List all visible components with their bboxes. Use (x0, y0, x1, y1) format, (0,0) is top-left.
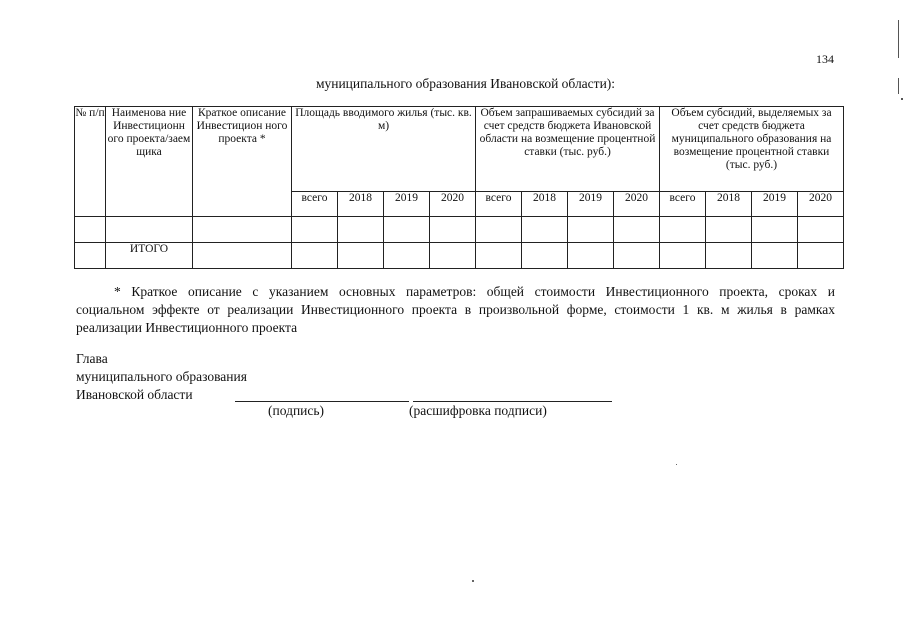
footnote-first-line: * Краткое описание с указанием основных параметров: общей стоимости Инвестиционного проекта, сроках и (114, 284, 835, 299)
table-cell (430, 243, 476, 269)
signature-title-line: муниципального образования (76, 369, 247, 384)
total-label: ИТОГО (106, 243, 193, 269)
table-cell (193, 243, 292, 269)
table-cell (384, 217, 430, 243)
table-cell (660, 243, 706, 269)
header-requested-subsidies: Объем запрашиваемых субсидий за счет средств бюджета Ивановской области на возмещение процентной ставки (тыс. руб.) (476, 107, 660, 192)
table-cell (522, 243, 568, 269)
signature-caption: (подпись) (268, 403, 325, 418)
table-cell (660, 217, 706, 243)
table-cell (292, 243, 338, 269)
table-cell (752, 217, 798, 243)
table-cell (292, 217, 338, 243)
subheader-total: всего (476, 192, 522, 217)
subheader-year: 2020 (798, 192, 844, 217)
signature-title-line: Глава (76, 351, 108, 366)
signature-decoding-line (413, 401, 612, 402)
table-cell (106, 217, 193, 243)
table-cell (430, 217, 476, 243)
subheader-year: 2020 (614, 192, 660, 217)
scan-speck (472, 580, 474, 582)
table-cell (798, 243, 844, 269)
scan-edge-mark (898, 78, 899, 94)
table-cell (522, 217, 568, 243)
signature-title-line: Ивановской области (76, 387, 193, 402)
table-cell (614, 217, 660, 243)
footnote-rest: социальном эффекте от реализации Инвестиционного проекта в произвольной форме, стоимости 1 кв. м жилья в рамках реализации Инвестиционного проекта (76, 302, 835, 335)
subheader-year: 2019 (384, 192, 430, 217)
subheader-year: 2018 (338, 192, 384, 217)
header-number: № п/п (75, 107, 106, 217)
table-cell (476, 217, 522, 243)
table-cell (752, 243, 798, 269)
table-cell (75, 243, 106, 269)
scan-edge-mark (898, 20, 899, 58)
investment-projects-table (74, 106, 844, 269)
table-cell (75, 217, 106, 243)
subheader-year: 2018 (706, 192, 752, 217)
table-cell (338, 243, 384, 269)
subheader-year: 2019 (568, 192, 614, 217)
subheader-total: всего (292, 192, 338, 217)
header-project-name: Наименова ние Инвестиционн ого проекта/заем щика (106, 107, 193, 217)
header-row (75, 107, 844, 192)
scan-speck (676, 464, 677, 465)
page-number: 134 (816, 52, 834, 66)
table-cell (568, 243, 614, 269)
table-cell (706, 243, 752, 269)
table-cell (384, 243, 430, 269)
table-cell (338, 217, 384, 243)
header-allocated-subsidies: Объем субсидий, выделяемых за счет средств бюджета муниципального образования на возмещение процентной ставки (тыс. руб.) (660, 107, 844, 192)
signature-line (235, 401, 409, 402)
total-row (75, 243, 844, 269)
header-short-description: Краткое описание Инвестицион ного проекта * (193, 107, 292, 217)
table-row (75, 217, 844, 243)
table-cell (706, 217, 752, 243)
subheader-total: всего (660, 192, 706, 217)
scan-speck (901, 98, 903, 100)
table-cell (476, 243, 522, 269)
signature-title (76, 350, 247, 404)
table-cell (614, 243, 660, 269)
subheader-year: 2018 (522, 192, 568, 217)
table-cell (798, 217, 844, 243)
form-heading: муниципального образования Ивановской области): (315, 76, 616, 91)
subheader-year: 2020 (430, 192, 476, 217)
table-cell (193, 217, 292, 243)
footnote (76, 283, 835, 337)
signature-decoding-caption: (расшифровка подписи) (409, 403, 547, 418)
subheader-year: 2019 (752, 192, 798, 217)
header-housing-area: Площадь вводимого жилья (тыс. кв. м) (292, 107, 476, 192)
table-cell (568, 217, 614, 243)
